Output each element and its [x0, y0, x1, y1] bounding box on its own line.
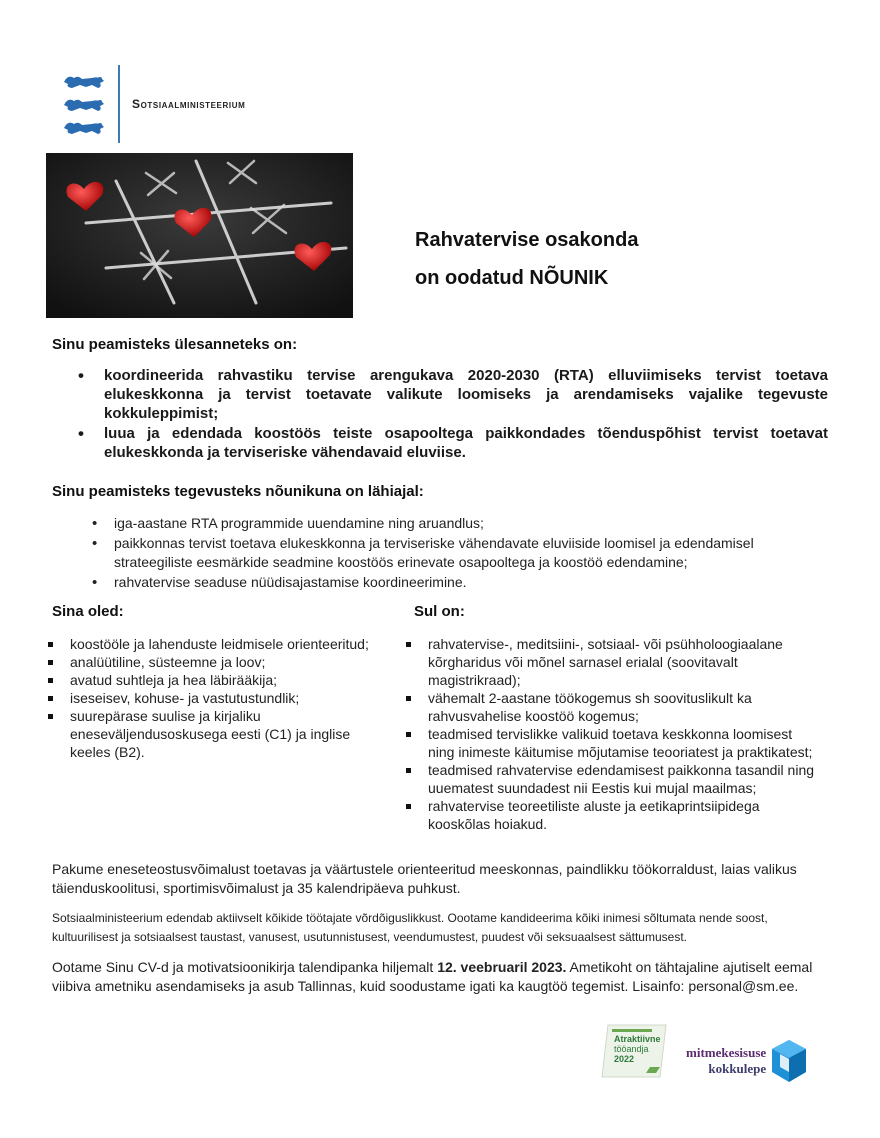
apply-text-after: Ametikoht on tähtajaline ajutiselt eemal viibiva ametniku asendamiseks ja asub Tallinnas, kuid soodustame igati ka kaugtöö tegemist. Lisainfo: personal@sm.ee. [52, 959, 813, 994]
you-are-item: koostööle ja lahenduste leidmisele orienteeritud; [46, 635, 376, 653]
offer-paragraph: Pakume eneseteostusvõimalust toetavas ja väärtustele orienteeritud meeskonnas, paindlikku töökorraldust, laias valikus täienduskoolitusi, sportimisvõimalust ja 35 kalendripäeva puhkust. [52, 861, 797, 896]
activity-item: • iga-aastane RTA programmide uuendamine ning aruandlus; [92, 514, 792, 533]
you-are-item: analüütiline, süsteemne ja loov; [46, 653, 376, 671]
you-have-item: vähemalt 2-aastane töökogemus sh soovituslikult ka rahvusvahelise koostöö kogemus; [404, 689, 814, 725]
diversity-charter-badge [686, 1038, 808, 1084]
headline-line2: on oodatud NÕUNIK [415, 267, 609, 289]
logo-divider [118, 65, 120, 143]
badge-line2: tööandja [614, 1044, 649, 1054]
you-have-item: teadmised rahvatervise edendamisest paikkonna tasandil ning uuematest suundadest nii Eestis kui mujal maailmas; [404, 761, 814, 797]
you-have-list [404, 635, 814, 833]
you-have-item: teadmised tervislikke valikuid toetava keskkonna loomisest ning inimeste käitumise mõjutamise teooriatest ja praktikatest; [404, 725, 814, 761]
three-lions-crest-icon [62, 72, 106, 136]
diversity-line2: kokkulepe [708, 1061, 767, 1076]
apply-paragraph [52, 958, 832, 996]
ministry-name: Sotsiaalministeerium [132, 97, 246, 111]
task-item: • luua ja edendada koostöös teiste osapooltega paikkondades tõenduspõhist tervist toetavat elukeskkonda ja terviseriske vähendavaid eluviise. [78, 424, 828, 462]
you-are-item: iseseisev, kohuse- ja vastutustundlik; [46, 689, 376, 707]
ministry-logo [62, 64, 245, 144]
you-have-item: rahvatervise teoreetiliste aluste ja eetikaprintsiipidega kooskõlas hoiakud. [404, 797, 814, 833]
activities-title: Sinu peamisteks tegevusteks nõunikuna on lähiajal: [52, 483, 424, 500]
tasks-list [78, 366, 828, 463]
activity-item: • paikkonnas tervist toetava elukeskkonna ja terviseriske vähendavate eluviiside loomisel ja edendamisel strateegiliste eesmärkide seadmine koostöös erinevate osapooltega ja koostöö edendamine; [92, 534, 792, 572]
headline-line1: Rahvatervise osakonda [415, 229, 639, 251]
apply-text-before: Ootame Sinu CV-d ja motivatsioonikirja talendipanka hiljemalt [52, 959, 438, 975]
diversity-line1: mitmekesisuse [686, 1045, 767, 1060]
activities-list [92, 514, 792, 593]
you-have-title: Sul on: [414, 603, 465, 620]
activity-item: • rahvatervise seaduse nüüdisajastamise koordineerimine. [92, 573, 792, 592]
badge-line1: Atraktiivne [614, 1034, 661, 1044]
badge-year: 2022 [614, 1054, 635, 1064]
tasks-title: Sinu peamisteks ülesanneteks on: [52, 336, 298, 353]
task-item: • koordineerida rahvastiku tervise arengukava 2020-2030 (RTA) elluviimiseks tervist toetava elukeskkonna ja tervist toetavate valikute loomiseks ja arendamiseks vajalike tegevuste kokkuleppimist; [78, 366, 828, 423]
you-are-list [46, 635, 376, 761]
attractive-employer-badge [600, 1023, 668, 1079]
you-are-title: Sina oled: [52, 603, 124, 620]
diversity-cube-icon [770, 1038, 808, 1084]
equality-paragraph: Sotsiaalministeerium edendab aktiivselt kõikide töötajate võrdõiguslikkust. Oootame kandideerima kõiki inimesi sõltumata nende soost, kultuurilisest ja sotsiaalsest taustast, vanusest, usutunnistusest, veendumustest, puudest või seksuaalsest sättumusest. [52, 911, 768, 944]
headline [415, 221, 638, 297]
diversity-text [686, 1045, 766, 1077]
you-are-item: avatud suhtleja ja hea läbirääkija; [46, 671, 376, 689]
you-are-item: suurepärase suulise ja kirjaliku eneseväljendusoskusega eesti (C1) ja inglise keeles (B2). [46, 707, 376, 761]
tic-tac-toe-hearts-image [46, 153, 353, 318]
you-have-item: rahvatervise-, meditsiini-, sotsiaal- või psühholoogiaalane kõrgharidus või mõnel sarnasel erialal (soovitavalt magistrikraad); [404, 635, 814, 689]
apply-deadline: 12. veebruaril 2023. [437, 959, 567, 975]
